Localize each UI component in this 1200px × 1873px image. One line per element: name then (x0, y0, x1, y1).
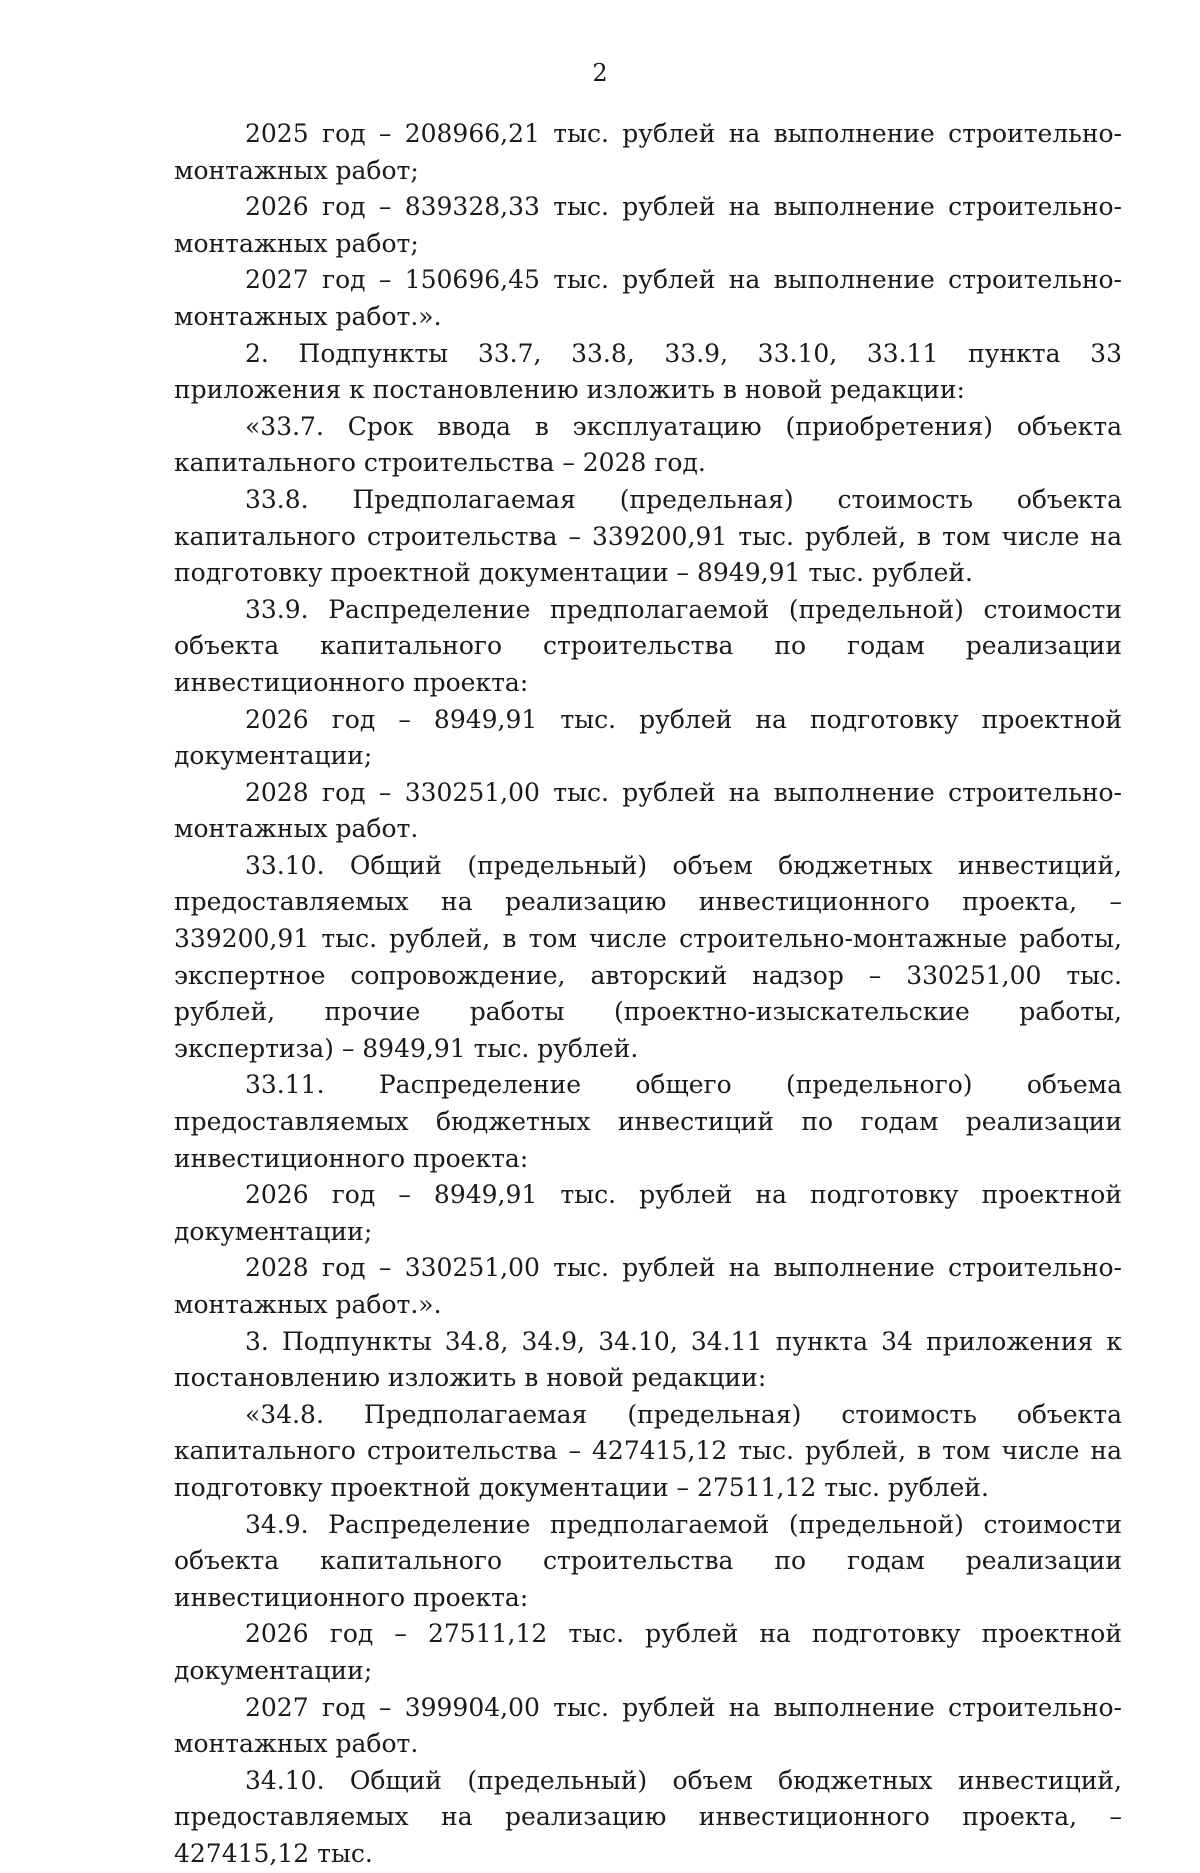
paragraph: 2025 год – 208966,21 тыс. рублей на выполнение строительно-монтажных работ; (174, 119, 1122, 185)
paragraph: 2026 год – 839328,33 тыс. рублей на выполнение строительно-монтажных работ; (174, 192, 1122, 258)
paragraph: 34.10. Общий (предельный) объем бюджетных инвестиций, предоставляемых на реализацию инвестиционного проекта, – 427415,12 тыс. (174, 1765, 1122, 1868)
paragraph: 2027 год – 150696,45 тыс. рублей на выполнение строительно-монтажных работ.». (174, 265, 1122, 331)
paragraph: 33.11. Распределение общего (предельного) объема предоставляемых бюджетных инвестиций по годам реализации инвестиционного проекта: (174, 1070, 1122, 1173)
document-body (174, 116, 1122, 1873)
paragraph: 33.8. Предполагаемая (предельная) стоимость объекта капитального строительства – 339200,91 тыс. рублей, в том числе на подготовку проектной документации – 8949,91 тыс. рублей. (174, 484, 1122, 588)
paragraph: 2026 год – 8949,91 тыс. рублей на подготовку проектной документации; (174, 1180, 1122, 1246)
paragraph: 2027 год – 399904,00 тыс. рублей на выполнение строительно-монтажных работ. (174, 1692, 1122, 1759)
paragraph: 33.9. Распределение предполагаемой (предельной) стоимости объекта капитального строительства по годам реализации инвестиционного проекта: (174, 594, 1122, 697)
paragraph: 2. Подпункты 33.7, 33.8, 33.9, 33.10, 33.11 пункта 33 приложения к постановлению изложить в новой редакции: (174, 338, 1122, 405)
paragraph: 3. Подпункты 34.8, 34.9, 34.10, 34.11 пункта 34 приложения к постановлению изложить в новой редакции: (174, 1326, 1122, 1393)
paragraph: «34.8. Предполагаемая (предельная) стоимость объекта капитального строительства – 427415,12 тыс. рублей, в том числе на подготовку проектной документации – 27511,12 тыс. рублей. (174, 1399, 1122, 1502)
paragraph: 33.10. Общий (предельный) объем бюджетных инвестиций, предоставляемых на реализацию инвестиционного проекта, – 339200,91 тыс. рублей, в том числе строительно-монтажные работы, экспертное сопровождение, авторский надзор – 330251,00 тыс. рублей, прочие работы (проектно-изыскательские работы, экспертиза) – 8949,91 тыс. рублей. (174, 850, 1122, 1063)
paragraph: 2026 год – 8949,91 тыс. рублей на подготовку проектной документации; (174, 704, 1122, 771)
paragraph: 2026 год – 27511,12 тыс. рублей на подготовку проектной документации; (174, 1619, 1122, 1685)
paragraph: 2028 год – 330251,00 тыс. рублей на выполнение строительно-монтажных работ.». (174, 1253, 1122, 1319)
paragraph: 2028 год – 330251,00 тыс. рублей на выполнение строительно-монтажных работ. (174, 777, 1122, 844)
page-number: 2 (592, 59, 608, 87)
paragraph: 34.9. Распределение предполагаемой (предельной) стоимости объекта капитального строительства по годам реализации инвестиционного проекта: (174, 1509, 1122, 1612)
paragraph: «33.7. Срок ввода в эксплуатацию (приобретения) объекта капитального строительства – 2028 год. (174, 411, 1122, 478)
